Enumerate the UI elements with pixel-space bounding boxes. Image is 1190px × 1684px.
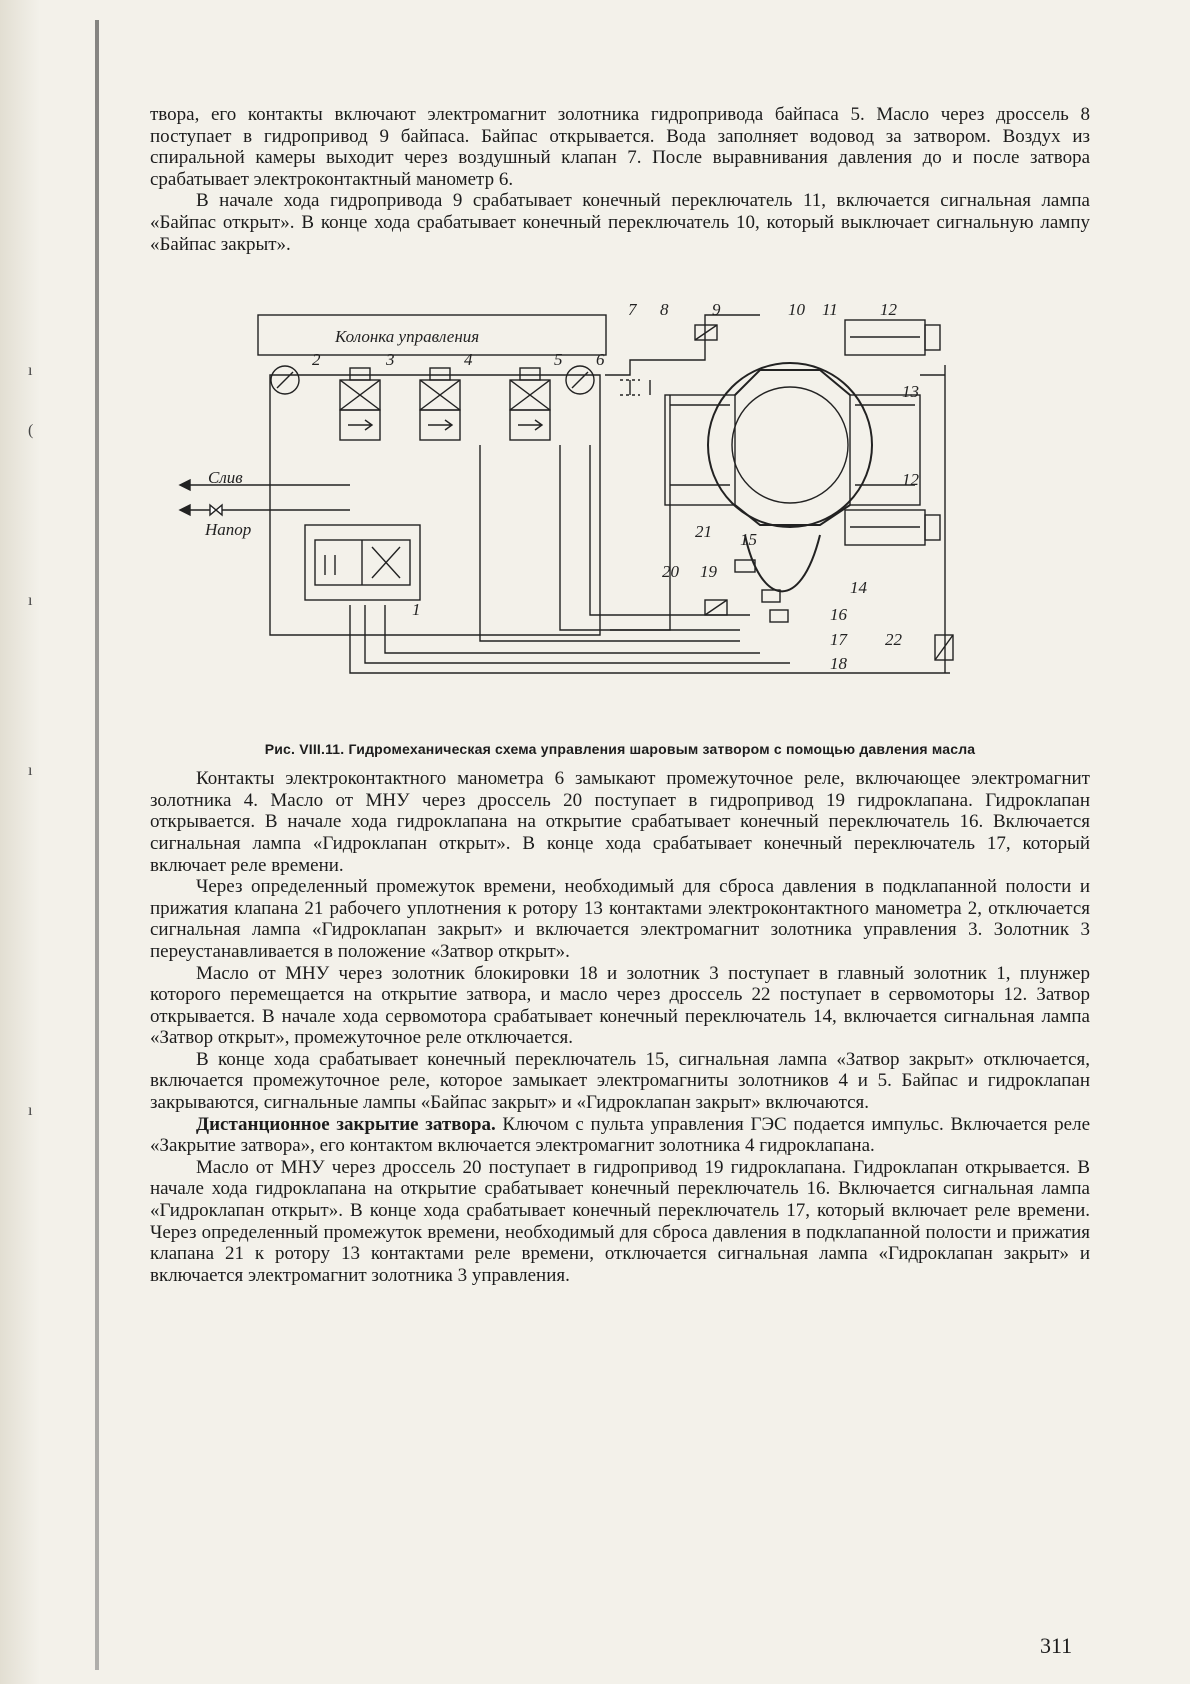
main-valve-1: [305, 525, 420, 600]
pressure-label: Напор: [205, 520, 252, 540]
label-6: 6: [596, 350, 605, 370]
label-11: 11: [822, 300, 838, 320]
label-13: 13: [902, 382, 919, 402]
label-9: 9: [712, 300, 721, 320]
page-content: [150, 104, 1090, 1286]
paragraph-4: Через определенный промежуток времени, необходимый для сброса давления в подклапанной полости и прижатия клапана 21 рабочего уплотнения к ротору 13 контактами электроконтактного манометра 2, отключается сигнальная лампа «Гидроклапан закрыт» и включается электромагнит золотника управления 3. Золотник 3 переустанавливается в положение «Затвор открыт».: [150, 876, 1090, 962]
label-15: 15: [740, 530, 757, 550]
margin-mark: ı: [28, 362, 33, 379]
margin-mark: ı: [28, 1102, 33, 1119]
label-12-top: 12: [880, 300, 897, 320]
section-heading: Дистанционное закрытие затвора.: [196, 1113, 496, 1135]
paragraph-7-text: Ключом с пульта управления ГЭС подается импульс. Включается реле «Закрытие затвора», его контактом включается электромагнит золотника 4 гидроклапана.: [150, 1113, 1091, 1157]
bypass-line: [605, 315, 760, 375]
valve-3: [340, 368, 380, 440]
margin-mark: (: [28, 422, 34, 439]
label-10: 10: [788, 300, 805, 320]
servomotor-12-bottom: [845, 510, 940, 545]
label-21: 21: [695, 522, 712, 542]
paragraph-5: Масло от МНУ через золотник блокировки 18 и золотник 3 поступает в главный золотник 1, плунжер которого перемещается на открытие затвора, и масло через дроссель 22 поступает в сервомоторы 12. Затвор открывается. В начале хода сервомотора срабатывает конечный переключатель 14, включается сигнальная лампа «Затвор открыт», промежуточное реле отключается.: [150, 962, 1090, 1049]
column-label: Колонка управления: [335, 327, 480, 347]
page-number: 311: [1040, 1633, 1073, 1658]
label-12-bottom: 12: [902, 470, 919, 490]
ball-valve-body: [665, 363, 920, 527]
label-4: 4: [464, 350, 473, 370]
valve-5: [510, 368, 550, 440]
paragraph-1: твора, его контакты включают электромагнит золотника гидропривода байпаса 5. Масло через дроссель 8 поступает в гидропривод 9 байпаса. Байпас открывается. Вода заполняет водовод за затвором. Воздух из спиральной камеры выходит через воздушный клапан 7. После выравнивания давления до и после затвора срабатывает электроконтактный манометр 6.: [150, 104, 1090, 190]
margin-mark: ı: [28, 592, 33, 609]
label-17: 17: [830, 630, 847, 650]
label-22: 22: [885, 630, 902, 650]
label-14: 14: [850, 578, 867, 598]
scheme-diagram: [150, 285, 1090, 733]
paragraph-7: [150, 1114, 1090, 1157]
label-5: 5: [554, 350, 563, 370]
label-20: 20: [662, 562, 679, 582]
drain-label: Слив: [208, 468, 243, 488]
paragraph-6: В конце хода срабатывает конечный переключатель 15, сигнальная лампа «Затвор закрыт» отключается, включается промежуточное реле, которое замыкает электромагниты золотников 4 и 5. Байпас и гидроклапан закрываются, сигнальные лампы «Байпас закрыт» и «Гидроклапан закрыт» включаются.: [150, 1048, 1090, 1114]
label-2: 2: [312, 350, 321, 370]
oil-lines: [350, 445, 950, 673]
paragraph-8: Масло от МНУ через дроссель 20 поступает в гидропривод 19 гидроклапана. Гидроклапан открывается. В начале хода гидроклапана на открытие срабатывает конечный переключатель 16. Включается сигнальная лампа «Гидроклапан открыт». В конце хода срабатывает конечный переключатель 17, который включает реле времени. Через определенный промежуток времени, необходимый для сброса давления в подклапанной полости и прижатия клапана 21 к ротору 13 контактами реле времени, отключается сигнальная лампа «Гидроклапан закрыт» и включается электромагнит золотника 3 управления.: [150, 1156, 1090, 1286]
label-19: 19: [700, 562, 717, 582]
label-3: 3: [386, 350, 395, 370]
label-8: 8: [660, 300, 669, 320]
paragraph-2: В начале хода гидропривода 9 срабатывает конечный переключатель 11, включается сигнальная лампа «Байпас открыт». В конце хода срабатывает конечный переключатель 10, который выключает сигнальную лампу «Байпас закрыт».: [150, 190, 1090, 255]
figure-caption: Рис. VIII.11. Гидромеханическая схема управления шаровым затвором с помощью давления масла: [264, 741, 976, 758]
margin-mark: ı: [28, 762, 33, 779]
label-16: 16: [830, 605, 847, 625]
servomotor-12-top: [845, 320, 940, 355]
label-7: 7: [628, 300, 637, 320]
figure-hydraulic-scheme: [150, 285, 1090, 733]
page-gutter-edge: [95, 20, 99, 1670]
label-18: 18: [830, 654, 847, 674]
valve-4: [420, 368, 460, 440]
binding-shadow: [0, 0, 40, 1684]
paragraph-3: Контакты электроконтактного манометра 6 замыкают промежуточное реле, включающее электромагнит золотника 4. Масло от МНУ через дроссель 20 поступает в гидропривод 19 гидроклапана. Гидроклапан открывается. В начале хода гидроклапана на открытие срабатывает конечный переключатель 16. Включается сигнальная лампа «Гидроклапан открыт». В конце хода срабатывает конечный переключатель 17, который включает реле времени.: [150, 768, 1090, 876]
label-1: 1: [412, 600, 421, 620]
